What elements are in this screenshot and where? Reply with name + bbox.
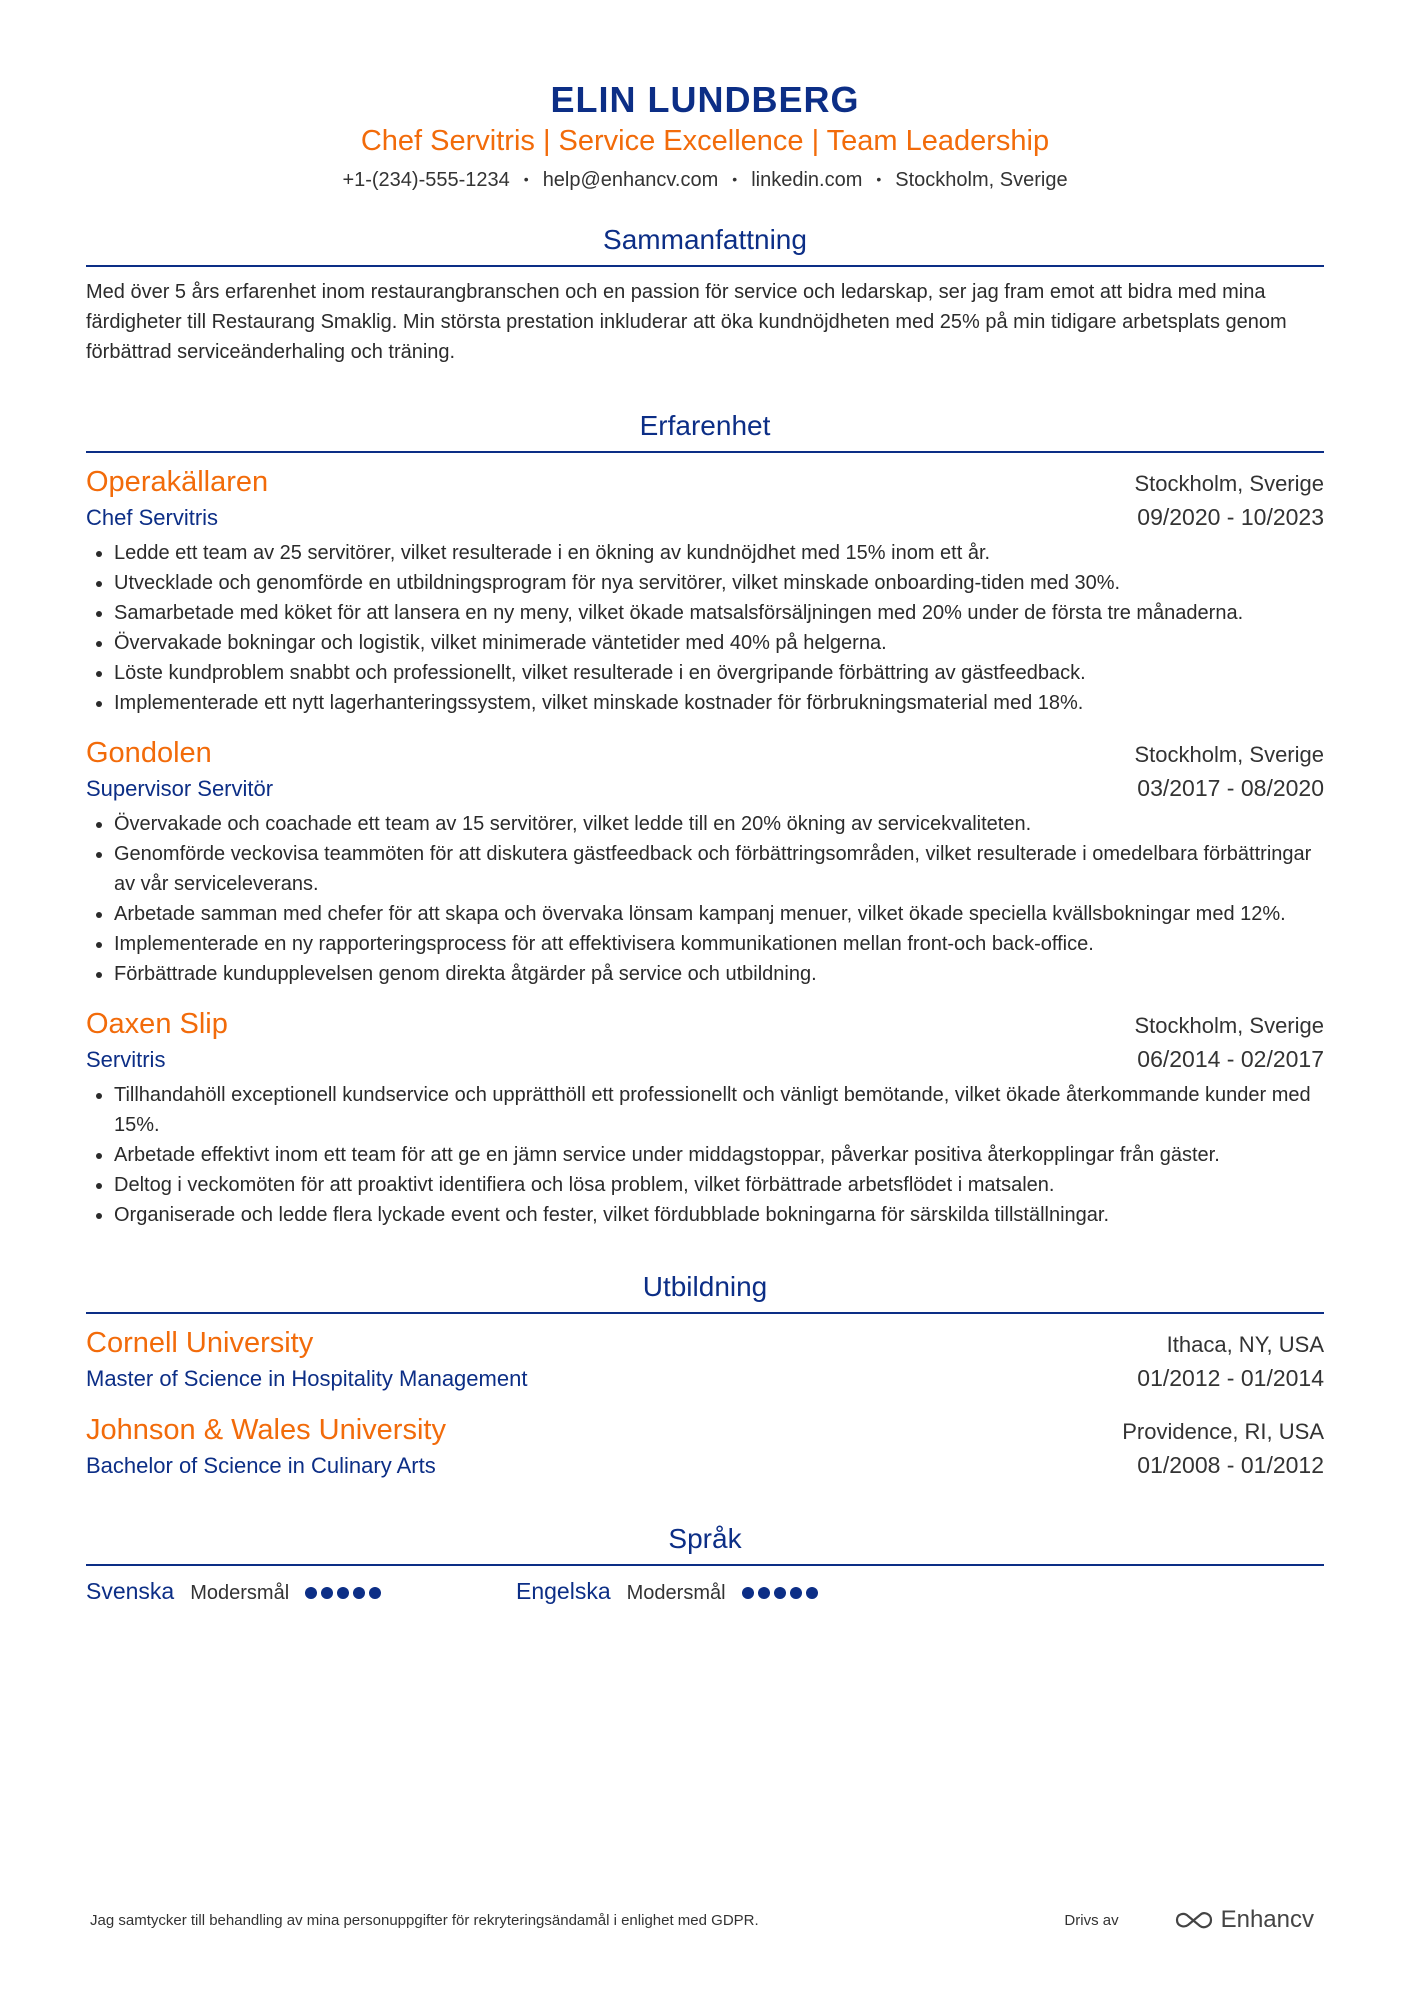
school-degree: Master of Science in Hospitality Management [86,1366,528,1391]
job-role: Chef Servitris [86,505,219,530]
powered-by-label: Drivs av [1064,1911,1119,1929]
education-entry [86,1324,1324,1395]
rating-dot [774,1587,786,1599]
school-location: Providence, RI, USA [1122,1419,1324,1444]
resume-header [86,0,1324,195]
job-role: Servitris [86,1047,166,1072]
contact-email[interactable]: help@enhancv.com [542,169,719,191]
job-bullet: • Samarbetade med köket för att lansera en ny meny, vilket ökade matsalsförsäljningen med 20% under de första tre månaderna. [114,598,1324,628]
job-bullet: • Förbättrade kundupplevelsen genom direkta åtgärder på service och utbildning. [114,959,1324,989]
job-bullet: • Implementerade en ny rapporteringsprocess för att effektivisera kommunikationen mellan front-och back-office. [114,929,1324,959]
job-entry [86,734,1324,989]
language-rating [305,1587,381,1599]
job-bullet: • Tillhandahöll exceptionell kundservice och upprätthöll ett professionellt och vänligt bemötande, vilket ökade återkommande kunder med 15%. [114,1080,1324,1140]
job-entry [86,463,1324,718]
job-bullet: • Löste kundproblem snabbt och professionellt, vilket resulterade i en övergripande förbättring av gästfeedback. [114,658,1324,688]
language-level: Modersmål [626,1582,726,1604]
contact-line [86,164,1324,195]
rating-dot [806,1587,818,1599]
language-item [516,1578,946,1605]
job-dates: 06/2014 - 02/2017 [1137,1046,1324,1072]
candidate-tagline: Chef Servitris | Service Excellence | Team Leadership [360,125,1050,157]
job-bullets [86,1080,1324,1230]
language-name: Svenska [86,1578,175,1604]
section-title-experience: Erfarenhet [86,407,1324,453]
contact-phone[interactable]: +1-(234)-555-1234 [342,169,510,191]
job-company: Oaxen Slip [86,1008,228,1040]
section-title-languages: Språk [86,1520,1324,1566]
gdpr-consent: Jag samtycker till behandling av mina personuppgifter för rekryteringsändamål i enlighet med GDPR. [90,1911,759,1929]
job-bullet: • Övervakade och coachade ett team av 15 servitörer, vilket ledde till en 20% ökning av servicekvaliteten. [114,809,1324,839]
school-name: Johnson & Wales University [86,1414,446,1446]
contact-separator: • [876,171,882,187]
languages-section [86,1520,1324,1605]
candidate-name: ELIN LUNDBERG [550,79,860,120]
job-company: Gondolen [86,737,212,769]
summary-section [86,221,1324,367]
school-dates: 01/2012 - 01/2014 [1137,1365,1324,1391]
experience-section [86,407,1324,1230]
school-location: Ithaca, NY, USA [1166,1332,1324,1357]
rating-dot [790,1587,802,1599]
job-bullets [86,809,1324,989]
rating-dot [305,1587,317,1599]
job-bullet: • Arbetade effektivt inom ett team för att ge en jämn service under middagstoppar, påverkar positiva återkopplingar från gäster. [114,1140,1324,1170]
rating-dot [337,1587,349,1599]
enhancv-brand[interactable] [1175,1906,1314,1934]
languages-list [86,1578,1324,1605]
job-location: Stockholm, Sverige [1134,742,1324,767]
summary-text: Med över 5 års erfarenhet inom restaurangbranschen och en passion för service och ledarskap, ser jag fram emot att bidra med mina färdigheter till Restaurang Smaklig. Min största prestation inkluderar att öka kundnöjdheten med 25% på min tidigare arbetsplats genom förbättrad serviceänderhaling och träning. [86,281,1287,363]
education-section [86,1268,1324,1482]
job-bullet: • Ledde ett team av 25 servitörer, vilket resulterade i en ökning av kundnöjdhet med 15% inom ett år. [114,538,1324,568]
job-bullet: • Övervakade bokningar och logistik, vilket minimerade väntetider med 40% på helgerna. [114,628,1324,658]
language-rating [742,1587,818,1599]
rating-dot [321,1587,333,1599]
job-company: Operakällaren [86,466,269,498]
job-entry [86,1005,1324,1230]
job-bullet: • Arbetade samman med chefer för att skapa och övervaka lönsam kampanj menuer, vilket ökade speciella kvällsbokningar med 12%. [114,899,1324,929]
school-dates: 01/2008 - 01/2012 [1137,1452,1324,1478]
job-bullet: • Organiserade och ledde flera lyckade event och fester, vilket fördubblade bokningarna för särskilda tillställningar. [114,1200,1324,1230]
school-name: Cornell University [86,1327,314,1359]
contact-location: Stockholm, Sverige [895,169,1068,191]
contact-separator: • [523,171,529,187]
section-title-summary: Sammanfattning [86,221,1324,267]
enhancv-logo-icon [1175,1910,1213,1930]
school-degree: Bachelor of Science in Culinary Arts [86,1453,436,1478]
page-footer [90,1906,1314,1934]
rating-dot [758,1587,770,1599]
job-bullet: • Genomförde veckovisa teammöten för att diskutera gästfeedback och förbättringsområden, vilket resulterade i omedelbara förbättringar av vår serviceleverans. [114,839,1324,899]
language-level: Modersmål [190,1582,290,1604]
contact-separator: • [732,171,738,187]
job-location: Stockholm, Sverige [1134,471,1324,496]
job-role: Supervisor Servitör [86,776,274,801]
education-entry [86,1411,1324,1482]
language-item [86,1578,516,1605]
job-bullet: • Implementerade ett nytt lagerhanteringssystem, vilket minskade kostnader för förbrukningsmaterial med 18%. [114,688,1324,718]
job-bullet: • Deltog i veckomöten för att proaktivt identifiera och lösa problem, vilket förbättrade arbetsflödet i matsalen. [114,1170,1324,1200]
rating-dot [369,1587,381,1599]
job-dates: 03/2017 - 08/2020 [1137,775,1324,801]
language-name: Engelska [516,1578,611,1604]
job-dates: 09/2020 - 10/2023 [1137,504,1324,530]
job-bullets [86,538,1324,718]
rating-dot [742,1587,754,1599]
job-location: Stockholm, Sverige [1134,1013,1324,1038]
section-title-education: Utbildning [86,1268,1324,1314]
contact-linkedin[interactable]: linkedin.com [751,169,863,191]
job-bullet: • Utvecklade och genomförde en utbildningsprogram för nya servitörer, vilket minskade onboarding-tiden med 30%. [114,568,1324,598]
enhancv-brand-name: Enhancv [1220,1906,1314,1933]
rating-dot [353,1587,365,1599]
